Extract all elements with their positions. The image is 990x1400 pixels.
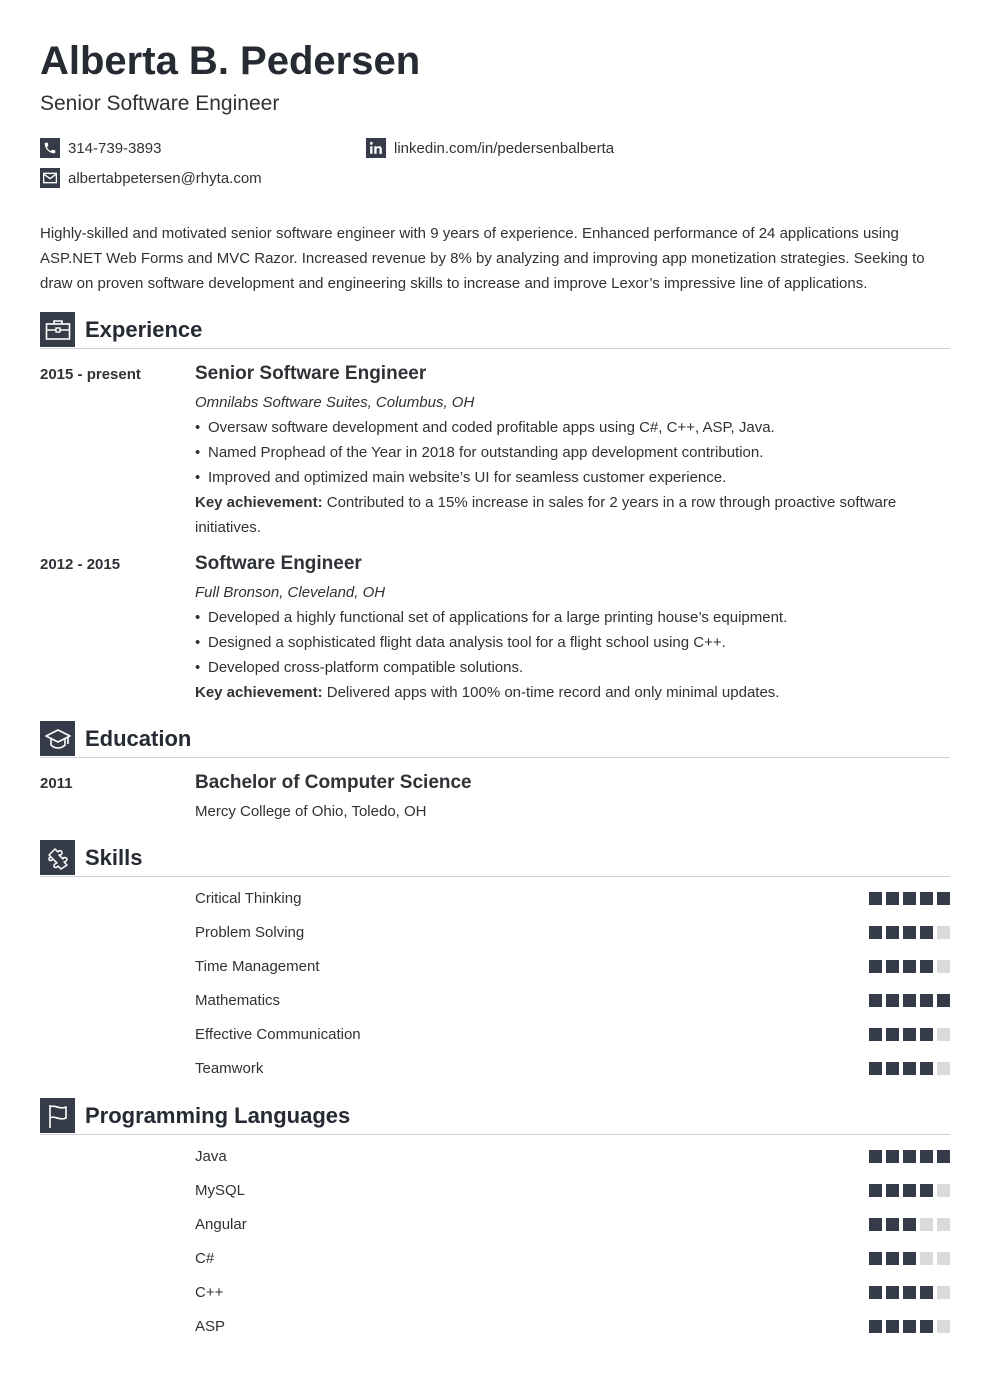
- contact-linkedin: [366, 138, 614, 158]
- linkedin-text: linkedin.com/in/pedersenbalberta: [394, 139, 615, 157]
- graduation-cap-icon: [40, 721, 75, 756]
- rating-dots: [865, 1184, 950, 1197]
- rating-dot-filled: [903, 1028, 916, 1041]
- rating-dot-filled: [869, 1320, 882, 1333]
- rating-name: Effective Communication: [195, 1026, 361, 1043]
- degree-title: Bachelor of Computer Science: [195, 772, 472, 793]
- rating-dot-filled: [920, 960, 933, 973]
- entry-body: [195, 551, 925, 705]
- rating-dot-filled: [869, 926, 882, 939]
- rating-dot-filled: [869, 960, 882, 973]
- candidate-title: Senior Software Engineer: [40, 92, 280, 115]
- job-title: Software Engineer: [195, 553, 362, 574]
- rating-name: Problem Solving: [195, 924, 305, 941]
- rating-dots: [865, 1028, 950, 1041]
- rating-dots: [865, 960, 950, 973]
- rating-row: [195, 1249, 950, 1269]
- section-skills: [40, 840, 950, 877]
- rating-row: [195, 1181, 950, 1201]
- rating-dot-empty: [920, 1252, 933, 1265]
- rating-dot-empty: [937, 960, 950, 973]
- rating-dots: [865, 1218, 950, 1231]
- school: Mercy College of Ohio, Toledo, OH: [195, 803, 427, 820]
- contact-email: [40, 168, 262, 188]
- rating-dot-filled: [886, 960, 899, 973]
- rating-dot-filled: [886, 1286, 899, 1299]
- rating-dot-filled: [920, 994, 933, 1007]
- achievement-label: Key achievement:: [195, 494, 323, 511]
- rating-row: [195, 991, 950, 1011]
- rating-dots: [865, 994, 950, 1007]
- rating-dot-filled: [920, 1184, 933, 1197]
- rating-dot-filled: [920, 892, 933, 905]
- section-title: Skills: [85, 845, 143, 870]
- rating-dot-filled: [903, 892, 916, 905]
- rating-dot-filled: [886, 892, 899, 905]
- rating-dots: [865, 1150, 950, 1163]
- rating-dot-filled: [937, 994, 950, 1007]
- company: Full Bronson, Cleveland, OH: [195, 584, 386, 601]
- entry-dates: 2015 - present: [40, 366, 141, 383]
- rating-name: Angular: [195, 1216, 247, 1233]
- rating-dot-filled: [903, 926, 916, 939]
- rating-dot-empty: [937, 1286, 950, 1299]
- section-programming-languages: [40, 1098, 950, 1135]
- section-experience: [40, 312, 950, 349]
- rating-dot-filled: [937, 1150, 950, 1163]
- bullet-item: • Oversaw software development and coded profitable apps using C#, C++, ASP, Java.: [195, 415, 925, 440]
- bullet-item: • Designed a sophisticated flight data analysis tool for a flight school using C++.: [195, 630, 925, 655]
- rating-dot-filled: [920, 1028, 933, 1041]
- rating-dot-filled: [903, 1062, 916, 1075]
- rating-dot-filled: [903, 994, 916, 1007]
- rating-dot-filled: [903, 1252, 916, 1265]
- rating-dots: [865, 926, 950, 939]
- key-achievement: [195, 490, 925, 540]
- achievement-label: Key achievement:: [195, 684, 323, 701]
- rating-dot-filled: [903, 1184, 916, 1197]
- rating-dot-filled: [937, 892, 950, 905]
- rating-dot-filled: [886, 1252, 899, 1265]
- rating-dots: [865, 1320, 950, 1333]
- entry-dates: 2011: [40, 775, 73, 792]
- rating-dot-empty: [937, 1218, 950, 1231]
- rating-dot-filled: [886, 1320, 899, 1333]
- briefcase-icon: [40, 312, 75, 347]
- achievement-text: Contributed to a 15% increase in sales for 2 years in a row through proactive software initiatives.: [195, 494, 897, 536]
- phone-text: 314-739-3893: [68, 139, 162, 157]
- rating-dot-empty: [920, 1218, 933, 1231]
- rating-dot-filled: [869, 994, 882, 1007]
- rating-dot-filled: [886, 1028, 899, 1041]
- envelope-icon: [40, 168, 60, 188]
- rating-dot-filled: [869, 1286, 882, 1299]
- rating-dot-filled: [886, 994, 899, 1007]
- rating-dot-filled: [903, 1320, 916, 1333]
- rating-dots: [865, 1252, 950, 1265]
- summary-text: Highly-skilled and motivated senior software engineer with 9 years of experience. Enhanced performance of 24 applications using ASP.NET Web Forms and MVC Razor. Increased revenue by 8% by analyzing and improving app monetization strategies. Seeking to draw on proven software development and engineering skills to increase and improve Lexor’s impressive line of applications.: [40, 225, 925, 292]
- candidate-name: Alberta B. Pedersen: [40, 39, 421, 83]
- rating-dot-filled: [869, 1028, 882, 1041]
- bullet-item: • Named Prophead of the Year in 2018 for outstanding app development contribution.: [195, 440, 925, 465]
- rating-dot-empty: [937, 1184, 950, 1197]
- rating-name: Teamwork: [195, 1060, 264, 1077]
- rating-row: [195, 957, 950, 977]
- email-text: albertabpetersen@rhyta.com: [68, 169, 262, 187]
- rating-dot-filled: [886, 1218, 899, 1231]
- rating-name: Critical Thinking: [195, 890, 302, 907]
- rating-row: [195, 1147, 950, 1167]
- rating-dot-empty: [937, 1028, 950, 1041]
- key-achievement: [195, 680, 925, 705]
- bullet-item: • Improved and optimized main website’s UI for seamless customer experience.: [195, 465, 925, 490]
- section-title: Experience: [85, 317, 203, 342]
- rating-dot-filled: [869, 1184, 882, 1197]
- rating-dot-filled: [920, 926, 933, 939]
- rating-name: Mathematics: [195, 992, 281, 1009]
- rating-dot-filled: [920, 1062, 933, 1075]
- rating-dot-filled: [903, 1218, 916, 1231]
- puzzle-piece-icon: [40, 840, 75, 875]
- section-education: [40, 721, 950, 758]
- entry-dates: 2012 - 2015: [40, 556, 121, 573]
- section-title: Education: [85, 726, 192, 751]
- rating-row: [195, 1059, 950, 1079]
- rating-name: ASP: [195, 1318, 226, 1335]
- rating-dot-filled: [903, 960, 916, 973]
- entry-body: [195, 770, 925, 824]
- bullet-list: [195, 605, 925, 680]
- rating-dot-filled: [869, 1062, 882, 1075]
- rating-dot-filled: [869, 1252, 882, 1265]
- rating-row: [195, 1215, 950, 1235]
- rating-dot-filled: [920, 1150, 933, 1163]
- rating-dots: [865, 892, 950, 905]
- bullet-item: • Developed cross-platform compatible solutions.: [195, 655, 925, 680]
- job-title: Senior Software Engineer: [195, 363, 427, 384]
- rating-name: C++: [195, 1284, 224, 1301]
- rating-dot-empty: [937, 1062, 950, 1075]
- rating-dot-empty: [937, 1252, 950, 1265]
- rating-dots: [865, 1062, 950, 1075]
- rating-dot-empty: [937, 1320, 950, 1333]
- contact-phone: [40, 138, 161, 158]
- rating-dot-filled: [920, 1286, 933, 1299]
- entry-body: [195, 361, 925, 540]
- rating-name: MySQL: [195, 1182, 246, 1199]
- rating-row: [195, 889, 950, 909]
- rating-name: Time Management: [195, 958, 320, 975]
- rating-dots: [865, 1286, 950, 1299]
- section-title: Programming Languages: [85, 1103, 351, 1128]
- rating-row: [195, 1025, 950, 1045]
- linkedin-icon: [366, 138, 386, 158]
- rating-dot-filled: [886, 1062, 899, 1075]
- rating-dot-filled: [886, 1184, 899, 1197]
- rating-dot-filled: [903, 1150, 916, 1163]
- rating-name: Java: [195, 1148, 227, 1165]
- rating-dot-filled: [869, 1150, 882, 1163]
- rating-row: [195, 923, 950, 943]
- bullet-list: [195, 415, 925, 490]
- rating-dot-empty: [937, 926, 950, 939]
- achievement-text: Delivered apps with 100% on-time record and only minimal updates.: [322, 684, 780, 701]
- company: Omnilabs Software Suites, Columbus, OH: [195, 394, 475, 411]
- rating-dot-filled: [869, 1218, 882, 1231]
- rating-row: [195, 1317, 950, 1337]
- bullet-item: • Developed a highly functional set of applications for a large printing house’s equipment.: [195, 605, 925, 630]
- phone-icon: [40, 138, 60, 158]
- flag-icon: [40, 1098, 75, 1133]
- rating-dot-filled: [886, 1150, 899, 1163]
- rating-dot-filled: [886, 926, 899, 939]
- rating-row: [195, 1283, 950, 1303]
- rating-dot-filled: [869, 892, 882, 905]
- rating-name: C#: [195, 1250, 215, 1267]
- rating-dot-filled: [920, 1320, 933, 1333]
- rating-dot-filled: [903, 1286, 916, 1299]
